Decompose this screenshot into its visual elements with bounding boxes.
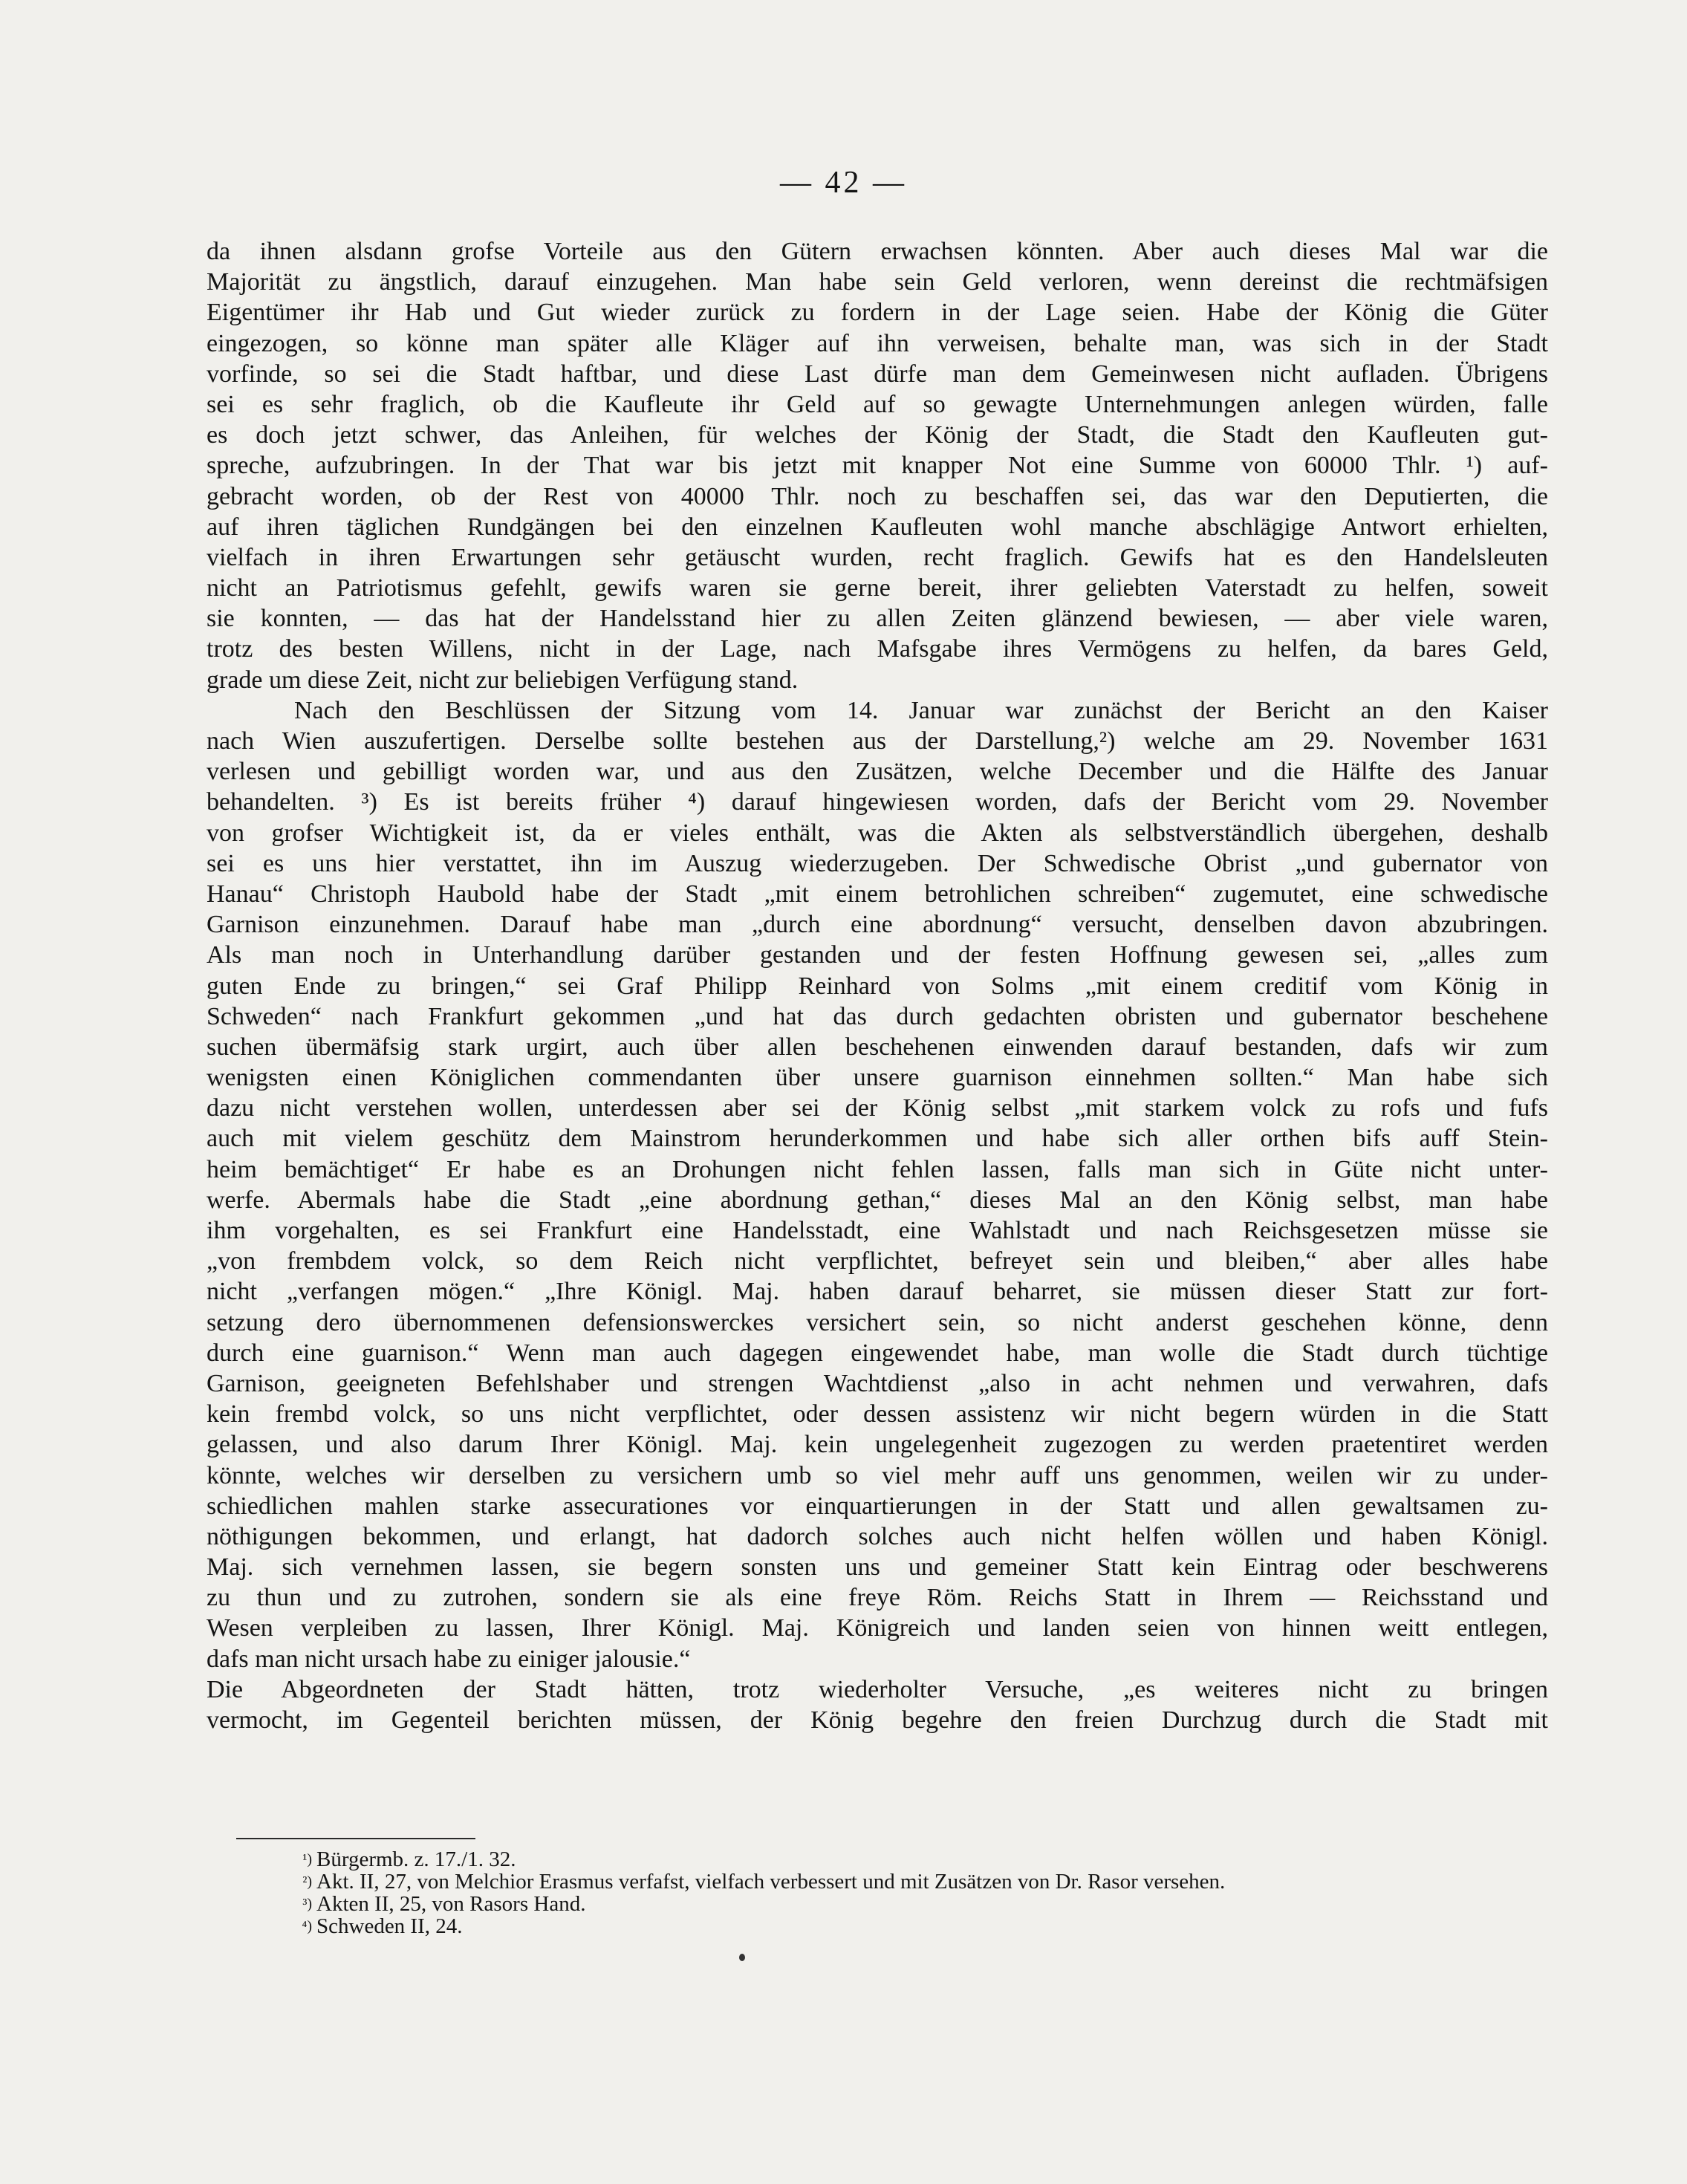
text-line: sie konnten, — das hat der Handelsstand hier zu allen Zeiten glänzend bewiesen, — aber viele waren, <box>207 605 1548 633</box>
text-line: spreche, aufzubringen. In der That war bis jetzt mit knapper Not eine Summe von 60000 Thlr. ¹) auf- <box>207 452 1548 480</box>
text-line: da ihnen alsdann grofse Vorteile aus den Gütern erwachsen könnten. Aber auch dieses Mal war die <box>207 238 1548 265</box>
text-line: vermocht, im Gegenteil berichten müssen, der König begehre den freien Durchzug durch die Stadt mit <box>207 1706 1548 1734</box>
text-line: eingezogen, so könne man später alle Kläger auf ihn verweisen, behalte man, was sich in der Stadt <box>207 329 1548 357</box>
text-line: gelassen, und also darum Ihrer Königl. Maj. kein ungelegenheit zugezogen zu werden praetentiret werden <box>207 1431 1548 1459</box>
text-line: nöthigungen bekommen, und erlangt, hat dadorch solches auch nicht helfen wöllen und haben Königl. <box>207 1522 1548 1550</box>
text-line: Majorität zu ängstlich, darauf einzugehen. Man habe sein Geld verloren, wenn dereinst die rechtmäfsigen <box>207 268 1548 296</box>
text-line: Garnison einzunehmen. Darauf habe man „durch eine abordnung“ versucht, denselben davon abzubringen. <box>207 911 1548 939</box>
footnote-text: Akt. II, 27, von Melchior Erasmus verfafst, vielfach verbessert und mit Zusätzen von Dr. Rasor versehen. <box>316 1870 1226 1894</box>
text-line: verlesen und gebilligt worden war, und aus den Zusätzen, welche December und die Hälfte des Januar <box>207 758 1548 786</box>
page-number: — 42 — <box>780 166 907 200</box>
text-line: dazu nicht verstehen wollen, unterdessen aber sei der König selbst „mit starkem volck zu rofs und fufs <box>207 1094 1548 1122</box>
footnote-marker: ²) <box>302 1873 312 1890</box>
footnote <box>281 1915 1544 1937</box>
footnote-text: Schweden II, 24. <box>316 1914 463 1938</box>
text-line: Hanau“ Christoph Haubold habe der Stadt „mit einem betrohlichen schreiben“ zugemutet, eine schwedische <box>207 880 1548 908</box>
text-line: setzung dero übernommenen defensionswerckes versichert sein, so nicht anderst geschehen könne, denn <box>207 1308 1548 1336</box>
paragraph-start-line: Die Abgeordneten der Stadt hätten, trotz wiederholter Versuche, „es weiteres nicht zu bringen <box>207 1675 1548 1703</box>
text-line: vorfinde, so sei die Stadt haftbar, und diese Last dürfe man dem Gemeinwesen nicht aufladen. Übrigens <box>207 360 1548 388</box>
footnotes <box>281 1848 1544 1937</box>
text-line: gebracht worden, ob der Rest von 40000 Thlr. noch zu beschaffen sei, das war den Deputierten, die <box>207 482 1548 510</box>
footnote-text: Bürgermb. z. 17./1. 32. <box>316 1847 516 1871</box>
text-line: nach Wien auszufertigen. Derselbe sollte bestehen aus der Darstellung,²) welche am 29. November 1631 <box>207 727 1548 755</box>
text-line: Garnison, geeigneten Befehlshaber und strengen Wachtdienst „also in acht nehmen und verwahren, dafs <box>207 1369 1548 1397</box>
footnote <box>281 1848 1544 1871</box>
text-line: Eigentümer ihr Hab und Gut wieder zurück zu fordern in der Lage seien. Habe der König die Güter <box>207 299 1548 327</box>
text-line: auch mit vielem geschütz dem Mainstrom herunderkommen und habe sich aller orthen bifs auff Stein- <box>207 1125 1548 1153</box>
paragraph-end-line: grade um diese Zeit, nicht zur beliebigen Verfügung stand. <box>207 666 799 694</box>
text-line: kein frembd volck, so uns nicht verpflichtet, oder dessen assistenz wir nicht begern würden in die Statt <box>207 1400 1548 1429</box>
paragraph-end-line: dafs man nicht ursach habe zu einiger jalousie.“ <box>207 1645 691 1673</box>
footnote-marker: ⁴) <box>302 1918 312 1934</box>
footnote-marker: ¹) <box>302 1851 312 1868</box>
footnote <box>281 1893 1544 1915</box>
text-line: guten Ende zu bringen,“ sei Graf Philipp Reinhard von Solms „mit einem creditif vom König in <box>207 972 1548 1000</box>
text-line: Als man noch in Unterhandlung darüber gestanden und der festen Hoffnung gewesen sei, „alles zum <box>207 941 1548 969</box>
text-line: Wesen verpleiben zu lassen, Ihrer Königl. Maj. Königreich und landen seien von hinnen weitt entlegen, <box>207 1614 1548 1642</box>
ink-speck <box>739 1954 745 1961</box>
text-line: durch eine guarnison.“ Wenn man auch dagegen eingewendet habe, man wolle die Stadt durch tüchtige <box>207 1339 1548 1367</box>
text-line: werfe. Abermals habe die Stadt „eine abordnung gethan,“ dieses Mal an den König selbst, man habe <box>207 1186 1548 1214</box>
footnote <box>281 1871 1544 1893</box>
text-line: trotz des besten Willens, nicht in der Lage, nach Mafsgabe ihres Vermögens zu helfen, da bares Geld, <box>207 635 1548 663</box>
text-line: ihm vorgehalten, es sei Frankfurt eine Handelsstadt, eine Wahlstadt und nach Reichsgesetzen müsse sie <box>207 1217 1548 1244</box>
text-line: Maj. sich vernehmen lassen, sie begern sonsten uns und gemeiner Statt kein Eintrag oder beschwerens <box>207 1553 1548 1582</box>
footnote-text: Akten II, 25, von Rasors Hand. <box>316 1892 586 1916</box>
text-line: sei es uns hier verstattet, ihn im Auszug wiederzugeben. Der Schwedische Obrist „und gubernator von <box>207 849 1548 877</box>
text-line: wenigsten einen Königlichen commendanten über unsere guarnison einnehmen sollten.“ Man habe sich <box>207 1064 1548 1092</box>
footnote-marker: ³) <box>302 1896 312 1912</box>
text-line: zu thun und zu zutrohen, sondern sie als eine freye Röm. Reichs Statt in Ihrem — Reichsstand und <box>207 1584 1548 1612</box>
text-line: suchen übermäfsig stark urgirt, auch über allen beschehenen einwenden darauf bestanden, dafs wir zum <box>207 1033 1548 1061</box>
text-line: es doch jetzt schwer, das Anleihen, für welches der König der Stadt, die Stadt den Kaufleuten gut- <box>207 421 1548 449</box>
text-line: Schweden“ nach Frankfurt gekommen „und hat das durch gedachten obristen und gubernator beschehene <box>207 1002 1548 1030</box>
text-line: schiedlichen mahlen starke assecurationes vor einquartierungen in der Statt und allen gewaltsamen zu- <box>207 1492 1548 1520</box>
text-line: nicht „verfangen mögen.“ „Ihre Königl. Maj. haben darauf beharret, sie müssen dieser Statt zur fort- <box>207 1278 1548 1306</box>
text-line: sei es sehr fraglich, ob die Kaufleute ihr Geld auf so gewagte Unternehmungen anlegen würden, falle <box>207 390 1548 418</box>
text-line: „von frembdem volck, so dem Reich nicht verpflichtet, befreyet sein und bleiben,“ aber alles habe <box>207 1247 1548 1275</box>
text-line: auf ihren täglichen Rundgängen bei den einzelnen Kaufleuten wohl manche abschlägige Antwort erhielten, <box>207 513 1548 541</box>
text-line: vielfach in ihren Erwartungen sehr getäuscht wurden, recht fraglich. Gewifs hat es den Handelsleuten <box>207 543 1548 571</box>
text-line: behandelten. ³) Es ist bereits früher ⁴) darauf hingewiesen worden, dafs der Bericht vom 29. November <box>207 788 1548 816</box>
footnote-divider <box>236 1838 475 1839</box>
text-line: könnte, welches wir derselben zu versichern umb so viel mehr auff uns genommen, weilen wir zu under- <box>207 1461 1548 1489</box>
body-text <box>207 236 1548 1735</box>
text-line: heim bemächtiget“ Er habe es an Drohungen nicht fehlen lassen, falls man sich in Güte nicht unter- <box>207 1155 1548 1183</box>
text-line: von grofser Wichtigkeit ist, da er vieles enthält, was die Akten als selbstverständlich übergehen, deshalb <box>207 819 1548 847</box>
paragraph-start-line: Nach den Beschlüssen der Sitzung vom 14. Januar war zunächst der Bericht an den Kaiser <box>294 696 1548 724</box>
text-line: nicht an Patriotismus gefehlt, gewifs waren sie gerne bereit, ihrer geliebten Vaterstadt zu helfen, soweit <box>207 574 1548 602</box>
